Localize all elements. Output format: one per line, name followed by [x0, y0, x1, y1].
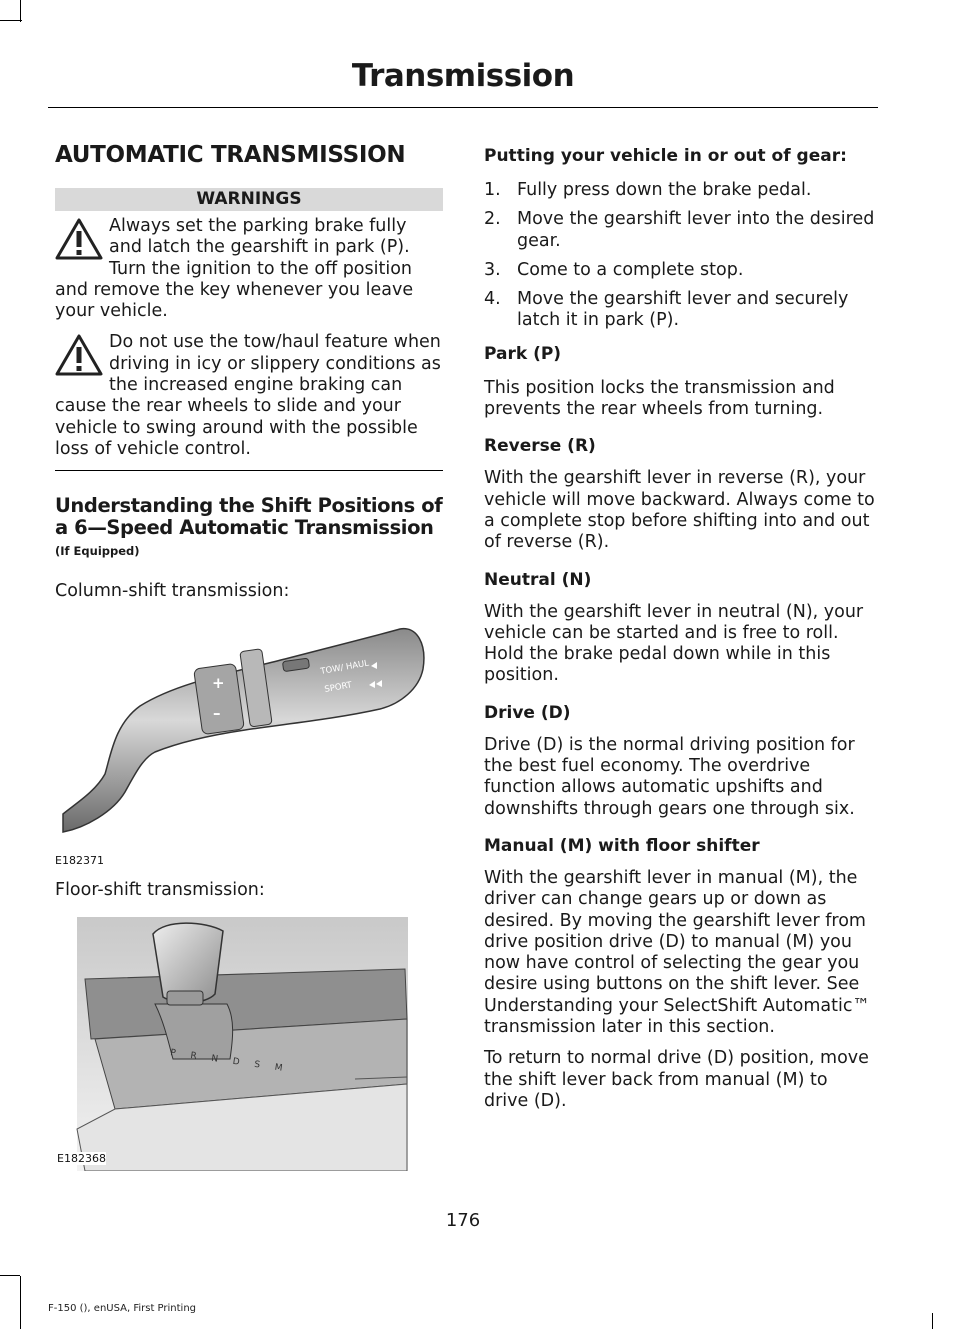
step-number: 1. [484, 180, 501, 200]
tow-haul-label: TOW/ HAUL [319, 658, 370, 678]
figure-id: E182371 [55, 854, 104, 868]
step-text: Move the gearshift lever and securely latch it in park (P). [517, 289, 849, 331]
neutral-text: With the gearshift lever in neutral (N), your vehicle can be started and is free to roll. Hold the brake pedal down while in this position. [484, 601, 864, 686]
footer-text: F-150 (), enUSA, First Printing [48, 1303, 197, 1314]
warning-triangle-icon [55, 218, 103, 260]
reverse-text: With the gearshift lever in reverse (R), your vehicle will move backward. Always come to a complete stop before shifting into and out of reverse (R). [484, 468, 875, 553]
figure-id: E182368 [57, 1152, 106, 1166]
list-item [484, 209, 876, 252]
reverse-heading: Reverse (R) [484, 436, 596, 457]
step-number: 3. [484, 259, 501, 280]
warning-triangle-icon [55, 334, 103, 376]
step-text: Come to a complete stop. [517, 259, 744, 280]
section-title: AUTOMATIC TRANSMISSION [55, 142, 406, 168]
column-shifter-illustration [55, 614, 443, 844]
warnings-divider [55, 470, 443, 471]
step-number: 2. [484, 209, 501, 230]
drive-heading: Drive (D) [484, 702, 571, 723]
subsection-note: (If Equipped) [55, 544, 140, 559]
subsection-title-text: Understanding the Shift Positions of a 6—Speed Automatic Transmission [55, 494, 443, 539]
step-text: Fully press down the brake pedal. [517, 180, 812, 200]
park-text: This position locks the transmission and prevents the rear wheels from turning. [484, 377, 835, 420]
right-column [484, 146, 876, 1112]
crop-mark [932, 1313, 933, 1329]
neutral-heading: Neutral (N) [484, 569, 592, 590]
warning-text: Do not use the tow/haul feature when driving in icy or slippery conditions as the increased engine braking can cause the rear wheels to slide and your vehicle to swing around with the possible loss of vehicle control. [55, 332, 441, 459]
list-item [484, 180, 876, 201]
plus-label: + [212, 674, 225, 693]
crop-mark [20, 1276, 21, 1329]
page-number: 176 [445, 1210, 481, 1231]
park-heading: Park (P) [484, 343, 562, 364]
list-item [484, 260, 876, 281]
warning-item [55, 332, 443, 460]
header-rule [48, 107, 878, 108]
column-shift-label: Column-shift transmission: [55, 580, 290, 601]
crop-mark [20, 0, 21, 22]
floor-shifter-illustration [55, 909, 443, 1171]
subsection-title [55, 495, 443, 563]
left-column [55, 142, 443, 1171]
step-number: 4. [484, 289, 501, 310]
crop-mark [0, 20, 22, 21]
gear-heading: Putting your vehicle in or out of gear: [484, 146, 847, 166]
column-shift-figure [55, 614, 443, 872]
manual-heading: Manual (M) with floor shifter [484, 835, 760, 856]
crop-mark [0, 1275, 20, 1276]
warnings-header: WARNINGS [55, 188, 443, 211]
minus-label: – [213, 704, 221, 723]
sport-label: SPORT [323, 680, 353, 696]
steps-list [484, 180, 876, 332]
list-item [484, 289, 876, 332]
manual-return-text: To return to normal drive (D) position, move the shift lever back from manual (M) to drive (D). [484, 1048, 869, 1111]
manual-text: With the gearshift lever in manual (M), the driver can change gears up or down as desired. By moving the gearshift lever from drive position drive (D) to manual (M) you now have control of selecting the gear you desire using buttons on the shift lever. See Understanding your SelectShift Automatic™ transmission later in this section. [484, 867, 870, 1038]
floor-shift-label: Floor-shift transmission: [55, 880, 265, 901]
drive-text: Drive (D) is the normal driving position for the best fuel economy. The overdrive function allows automatic upshifts and downshifts through gears one through six. [484, 734, 855, 819]
page-title: Transmission [351, 58, 575, 94]
warning-text: Always set the parking brake fully and latch the gearshift in park (P). Turn the ignition to the off position and remove the key whenever you leave your vehicle. [55, 216, 414, 322]
floor-shift-figure [55, 909, 443, 1171]
step-text: Move the gearshift lever into the desired gear. [517, 209, 875, 251]
warning-item [55, 216, 443, 322]
gear-letters: P R N D S M [169, 1048, 289, 1075]
